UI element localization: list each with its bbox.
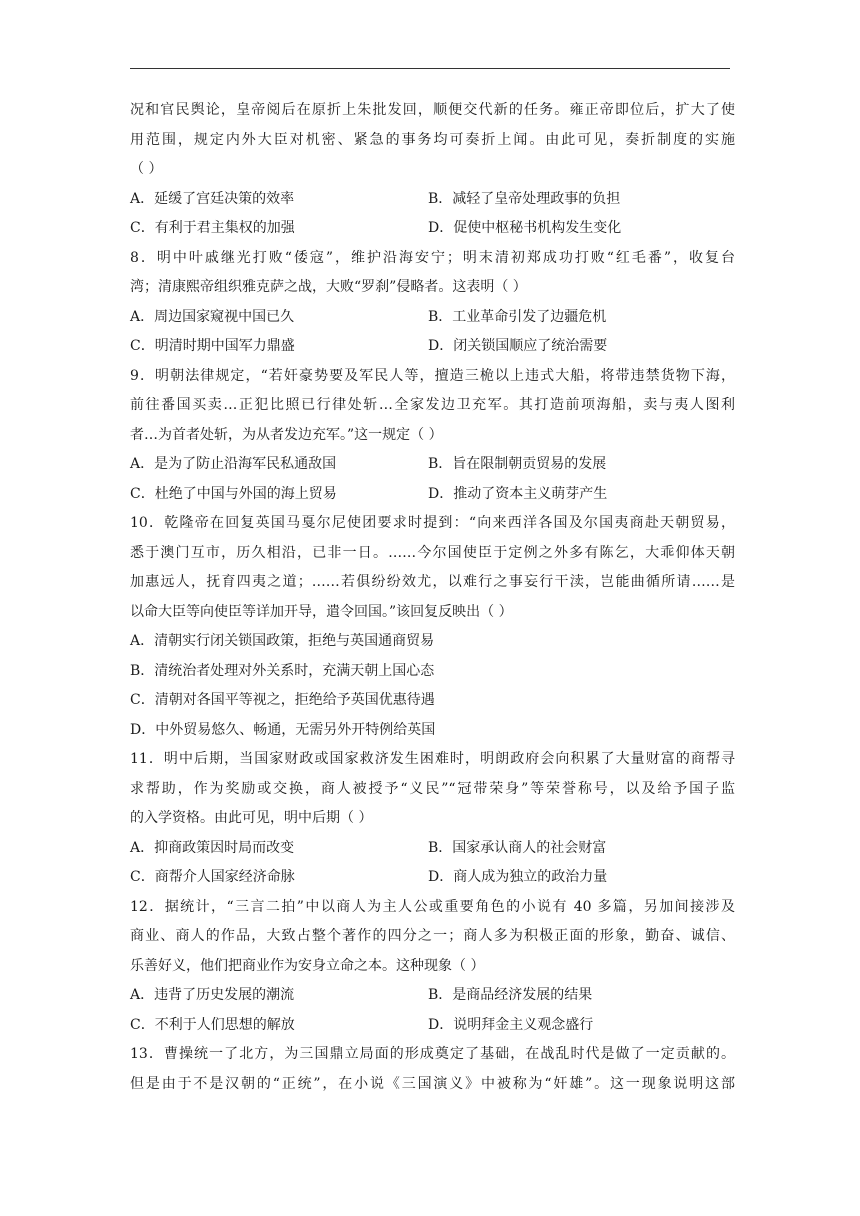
question-13-text-line: 13．曹操统一了北方，为三国鼎立局面的形成奠定了基础，在战乱时代是做了一定贡献的。 (130, 1046, 735, 1062)
question-9-option-a: A．是为了防止沿海军民私通敌国 (130, 456, 337, 472)
question-9-option-c: C．杜绝了中国与外国的海上贸易 (130, 486, 337, 502)
question-12-option-d: D．说明拜金主义观念盛行 (428, 1017, 594, 1033)
question-11-option-d: D．商人成为独立的政治力量 (428, 869, 608, 885)
question-11-option-a: A．抑商政策因时局而改变 (130, 840, 295, 856)
question-11-option-b: B．国家承认商人的社会财富 (428, 840, 607, 856)
question-10-text-line: 10．乾隆帝在回复英国马戛尔尼使团要求时提到：“向来西洋各国及尔国夷商赴天朝贸易， (130, 515, 735, 531)
question-7-option-a: A．延缓了宫廷决策的效率 (130, 191, 295, 207)
question-10-text-line: 悉于澳门互市，历久相沿，已非一日。……今尔国使臣于定例之外多有陈乞，大乖仰体天朝 (130, 545, 735, 561)
question-12-option-c: C．不利于人们思想的解放 (130, 1017, 295, 1033)
question-12-text-line: 商业、商人的作品，大致占整个著作的四分之一；商人多为积极正面的形象，勤奋、诚信、 (130, 928, 735, 944)
question-9-text-line: 者…为首者处斩，为从者发边充军。”这一规定（ ） (130, 427, 443, 443)
question-9-option-b: B．旨在限制朝贡贸易的发展 (428, 456, 607, 472)
question-10-option-c: C．清朝对各国平等视之，拒绝给予英国优惠待遇 (130, 692, 435, 708)
question-7-option-b: B．减轻了皇帝处理政事的负担 (428, 191, 621, 207)
question-10-option-a: A．清朝实行闭关锁国政策，拒绝与英国通商贸易 (130, 633, 435, 649)
question-7-option-c: C．有利于君主集权的加强 (130, 220, 295, 236)
question-10-text-line: 以命大臣等向使臣等详加开导，遣令回国。”该回复反映出（ ） (130, 604, 513, 620)
question-7-option-d: D．促使中枢秘书机构发生变化 (428, 220, 622, 236)
question-7-answer-blank: （ ） (130, 161, 163, 177)
question-11-text-line: 求帮助，作为奖励或交换，商人被授予“义民”“冠带荣身”等荣誉称号，以及给予国子监 (130, 781, 735, 797)
question-9-text-line: 前往番国买卖…正犯比照已行律处斩…全家发边卫充军。其打造前项海船，卖与夷人图利 (130, 397, 735, 413)
question-12-text-line: 12．据统计，“三言二拍”中以商人为主人公或重要角色的小说有 40 多篇，另加间接涉及 (130, 899, 735, 915)
question-12-option-a: A．违背了历史发展的潮流 (130, 987, 295, 1003)
question-7-text-line: 况和官民舆论，皇帝阅后在原折上朱批发回，顺便交代新的任务。雍正帝即位后，扩大了使 (130, 102, 735, 118)
question-9-text-line: 9．明朝法律规定，“若奸豪势要及军民人等，擅造三桅以上违式大船，将带违禁货物下海， (130, 368, 735, 384)
question-8-text-line: 8．明中叶戚继光打败“倭寇”，维护沿海安宁；明末清初郑成功打败“红毛番”，收复台 (130, 250, 735, 266)
question-10-text-line: 加惠远人，抚育四夷之道；……若俱纷纷效尤，以难行之事妄行干渎，岂能曲循所请……是 (130, 574, 735, 590)
question-12-text-line: 乐善好义，他们把商业作为安身立命之本。这种现象（ ） (130, 958, 485, 974)
question-8-option-a: A．周边国家窥视中国已久 (130, 309, 295, 325)
question-10-option-b: B．清统治者处理对外关系时，充满天朝上国心态 (130, 663, 435, 679)
question-13-text-line: 但是由于不是汉朝的“正统”，在小说《三国演义》中被称为“奸雄”。这一现象说明这部 (130, 1076, 735, 1092)
question-11-text-line: 的入学资格。由此可见，明中后期（ ） (130, 810, 373, 826)
question-11-text-line: 11．明中后期，当国家财政或国家救济发生困难时，明朗政府会向积累了大量财富的商帮寻 (130, 751, 735, 767)
question-8-option-c: C．明清时期中国军力鼎盛 (130, 338, 295, 354)
question-10-option-d: D．中外贸易悠久、畅通，无需另外开特例给英国 (130, 722, 436, 738)
question-8-option-b: B．工业革命引发了边疆危机 (428, 309, 607, 325)
question-9-option-d: D．推动了资本主义萌芽产生 (428, 486, 608, 502)
question-8-option-d: D．闭关锁国顺应了统治需要 (428, 338, 608, 354)
question-11-option-c: C．商帮介人国家经济命脉 (130, 869, 295, 885)
question-8-text-line: 湾；清康熙帝组织雅克萨之战，大败“罗刹”侵略者。这表明（ ） (130, 279, 527, 295)
question-7-text-line: 用范围，规定内外大臣对机密、紧急的事务均可奏折上闻。由此可见，奏折制度的实施 (130, 132, 735, 148)
question-12-option-b: B．是商品经济发展的结果 (428, 987, 593, 1003)
header-rule (130, 68, 730, 69)
